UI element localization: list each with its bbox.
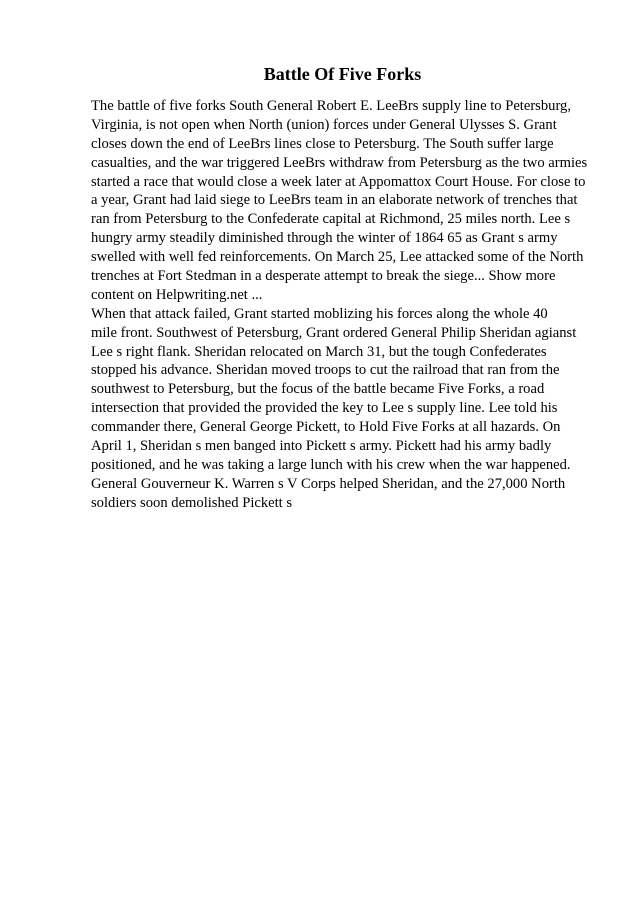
- text-line: started a race that would close a week later at Appomattox Court House. For close to: [91, 173, 586, 190]
- text-line: intersection that provided the provided the key to Lee s supply line. Lee told his: [91, 400, 558, 417]
- text-line: When that attack failed, Grant started moblizing his forces along the whole 40: [91, 305, 548, 322]
- text-line: soldiers soon demolished Pickett s: [91, 494, 293, 511]
- text-line: trenches at Fort Stedman in a desperate attempt to break the siege... Show more: [91, 268, 556, 285]
- text-line: April 1, Sheridan s men banged into Pickett s army. Pickett had his army badly: [91, 438, 552, 455]
- text-line: swelled with well fed reinforcements. On March 25, Lee attacked some of the North: [91, 249, 584, 266]
- text-line: mile front. Southwest of Petersburg, Grant ordered General Philip Sheridan agianst: [91, 324, 577, 341]
- text-line: casualties, and the war triggered LeeBrs withdraw from Petersburg as the two armies: [91, 154, 588, 171]
- text-line: a year, Grant had laid siege to LeeBrs team in an elaborate network of trenches that: [91, 192, 578, 209]
- text-line: stopped his advance. Sheridan moved troops to cut the railroad that ran from the: [91, 362, 560, 379]
- text-line: southwest to Petersburg, but the focus of the battle became Five Forks, a road: [91, 381, 545, 398]
- text-line: General Gouverneur K. Warren s V Corps helped Sheridan, and the 27,000 North: [91, 475, 566, 492]
- text-line: closes down the end of LeeBrs lines close to Petersburg. The South suffer large: [91, 135, 554, 152]
- text-line: The battle of five forks South General Robert E. LeeBrs supply line to Petersburg,: [91, 98, 571, 114]
- text-line: positioned, and he was taking a large lunch with his crew when the war happened.: [91, 456, 571, 473]
- text-line: content on Helpwriting.net ...: [91, 286, 263, 303]
- page-title: Battle Of Five Forks: [263, 64, 422, 84]
- text-line: commander there, General George Pickett, to Hold Five Forks at all hazards. On: [91, 419, 561, 436]
- text-line: ran from Petersburg to the Confederate capital at Richmond, 25 miles north. Lee s: [91, 211, 571, 228]
- article-body: [91, 97, 591, 513]
- text-line: hungry army steadily diminished through the winter of 1864 65 as Grant s army: [91, 230, 558, 247]
- text-line: Lee s right flank. Sheridan relocated on March 31, but the tough Confederates: [91, 343, 547, 360]
- text-line: Virginia, is not open when North (union) forces under General Ulysses S. Grant: [91, 116, 557, 133]
